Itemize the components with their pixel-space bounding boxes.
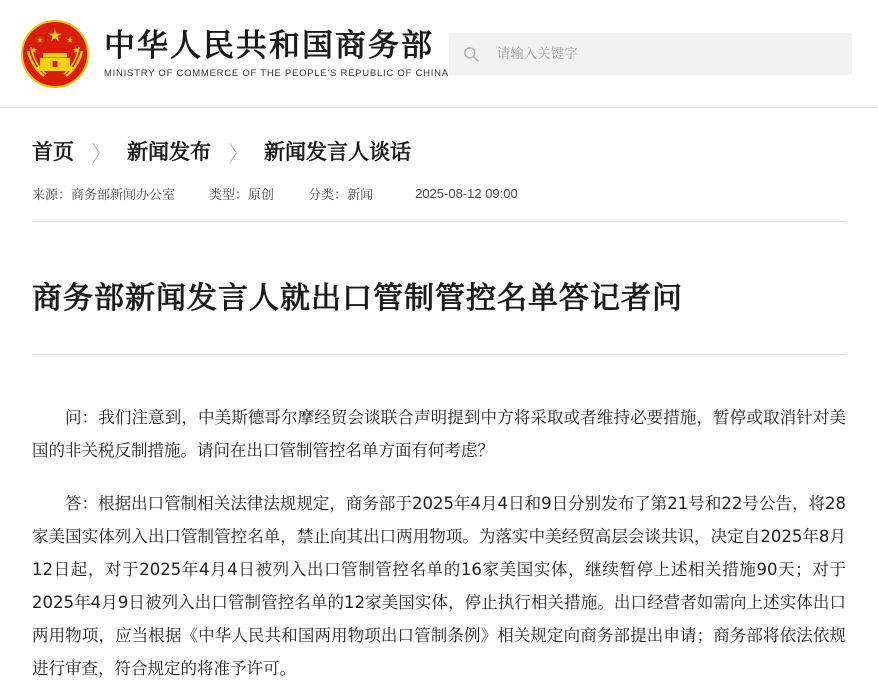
- search-icon: [463, 46, 479, 62]
- breadcrumb-separator-icon: 〉: [229, 141, 246, 166]
- brand-title-cn: 中华人民共和国商务部: [104, 27, 434, 64]
- meta-type: [209, 184, 274, 203]
- meta-category-value: 新闻: [347, 187, 374, 202]
- breadcrumb-item-news-release[interactable]: 新闻发布: [127, 140, 211, 164]
- article-body: [32, 375, 846, 685]
- article-paragraph-answer: 答：根据出口管制相关法律法规规定，商务部于2025年4月4日和9日分别发布了第21号和22号公告，将28家美国实体列入出口管制管控名单，禁止向其出口两用物项。为落实中美经贸高层会谈共识，决定自2025年8月12日起，对于2025年4月4日被列入出口管制管控名单的16家美国实体，继续暂停上述相关措施90天；对于2025年4月9日被列入出口管制管控名单的12家美国实体，停止执行相关措施。出口经营者如需向上述实体出口两用物项，应当根据《中华人民共和国两用物项出口管制条例》相关规定向商务部提出申请；商务部将依法依规进行审查，符合规定的将准予许可。: [32, 494, 846, 679]
- breadcrumb-separator-icon: 〉: [92, 141, 109, 166]
- national-emblem-icon: [18, 17, 92, 91]
- search-input[interactable]: [495, 45, 838, 62]
- meta-source-value: 商务部新闻办公室: [71, 187, 176, 202]
- brand-block: [104, 28, 449, 80]
- meta-source-label: 来源：: [32, 187, 72, 202]
- meta-category: [308, 184, 373, 203]
- breadcrumb-item-spokesperson-remarks[interactable]: 新闻发言人谈话: [264, 140, 411, 164]
- page-title: 商务部新闻发言人就出口管制管控名单答记者问: [32, 242, 846, 355]
- meta-datetime: 2025-08-12 09:00: [415, 186, 518, 201]
- article-paragraph-question: 问：我们注意到，中美斯德哥尔摩经贸会谈联合声明提到中方将采取或者维持必要措施，暂停或取消针对美国的非关税反制措施。请问在出口管制管控名单方面有何考虑？: [32, 408, 846, 461]
- article-meta: [32, 184, 846, 222]
- brand-title-en: MINISTRY OF COMMERCE OF THE PEOPLE'S REPUBLIC OF CHINA: [104, 68, 449, 80]
- site-header: [0, 0, 878, 108]
- page-content: [0, 108, 878, 685]
- meta-source: [32, 184, 175, 203]
- search-box[interactable]: [449, 33, 852, 75]
- meta-type-label: 类型：: [209, 187, 249, 202]
- breadcrumb-item-home[interactable]: 首页: [32, 140, 74, 164]
- breadcrumb: [32, 108, 846, 184]
- meta-type-value: 原创: [248, 187, 275, 202]
- meta-category-label: 分类：: [308, 187, 348, 202]
